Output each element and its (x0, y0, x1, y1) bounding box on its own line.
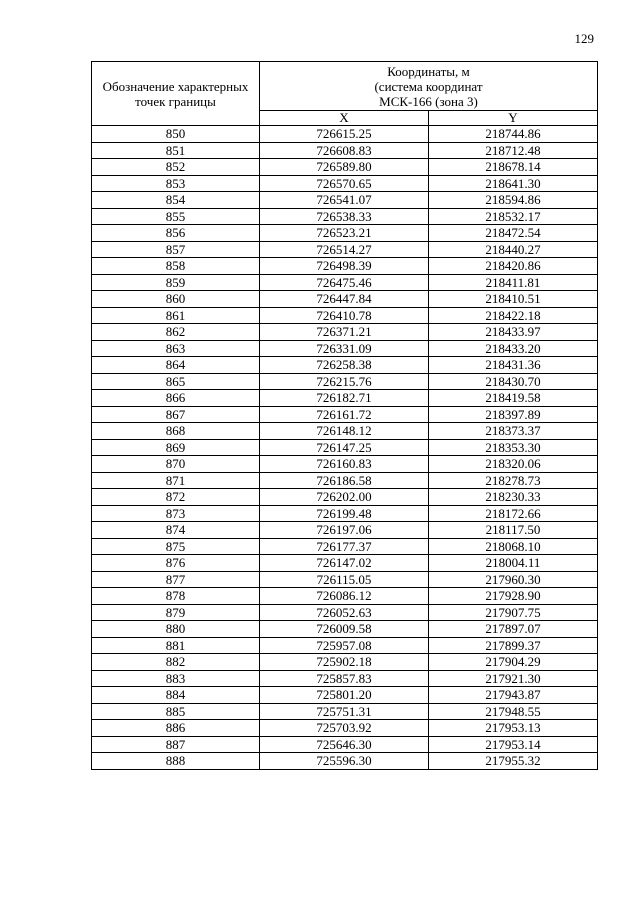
x-coordinate-cell: 725751.31 (260, 703, 429, 720)
table-row (92, 736, 598, 753)
table-row (92, 307, 598, 324)
coordinates-title: Координаты, м (387, 64, 470, 79)
table-row (92, 753, 598, 770)
table-row (92, 390, 598, 407)
table-row (92, 489, 598, 506)
x-coordinate-cell: 726447.84 (260, 291, 429, 308)
table-row (92, 324, 598, 341)
x-coordinate-cell: 726147.25 (260, 439, 429, 456)
table-row (92, 291, 598, 308)
y-coordinate-cell: 217953.14 (429, 736, 598, 753)
x-coordinate-cell: 726258.38 (260, 357, 429, 374)
y-coordinate-cell: 217904.29 (429, 654, 598, 671)
point-id-cell: 850 (92, 126, 260, 143)
y-coordinate-cell: 217928.90 (429, 588, 598, 605)
y-coordinate-cell: 218678.14 (429, 159, 598, 176)
point-id-cell: 872 (92, 489, 260, 506)
point-id-cell: 858 (92, 258, 260, 275)
table-row (92, 654, 598, 671)
table-row (92, 670, 598, 687)
x-coordinate-cell: 726115.05 (260, 571, 429, 588)
x-coordinate-cell: 726498.39 (260, 258, 429, 275)
x-coordinate-cell: 726052.63 (260, 604, 429, 621)
y-coordinate-cell: 217953.13 (429, 720, 598, 737)
table-row (92, 571, 598, 588)
point-id-cell: 851 (92, 142, 260, 159)
point-id-cell: 888 (92, 753, 260, 770)
y-coordinate-cell: 218712.48 (429, 142, 598, 159)
point-id-cell: 864 (92, 357, 260, 374)
y-coordinate-cell: 217899.37 (429, 637, 598, 654)
y-coordinate-cell: 218440.27 (429, 241, 598, 258)
coordinates-header (260, 62, 598, 111)
x-coordinate-cell: 726371.21 (260, 324, 429, 341)
point-id-cell: 857 (92, 241, 260, 258)
x-coordinate-cell: 725703.92 (260, 720, 429, 737)
y-coordinate-cell: 218433.20 (429, 340, 598, 357)
x-coordinate-cell: 726514.27 (260, 241, 429, 258)
y-coordinate-cell: 218744.86 (429, 126, 598, 143)
point-id-cell: 886 (92, 720, 260, 737)
y-coordinate-cell: 218230.33 (429, 489, 598, 506)
table-row (92, 555, 598, 572)
coordinates-system: (система координат (374, 79, 483, 94)
table-row (92, 274, 598, 291)
y-coordinate-cell: 218004.11 (429, 555, 598, 572)
point-id-cell: 874 (92, 522, 260, 539)
table-row (92, 126, 598, 143)
point-id-cell: 861 (92, 307, 260, 324)
point-id-cell: 862 (92, 324, 260, 341)
table-row (92, 258, 598, 275)
y-coordinate-cell: 218172.66 (429, 505, 598, 522)
x-coordinate-cell: 726523.21 (260, 225, 429, 242)
table-row (92, 340, 598, 357)
y-coordinate-cell: 218410.51 (429, 291, 598, 308)
point-id-cell: 865 (92, 373, 260, 390)
y-coordinate-cell: 218472.54 (429, 225, 598, 242)
x-coordinate-cell: 725957.08 (260, 637, 429, 654)
x-coordinate-cell: 726177.37 (260, 538, 429, 555)
point-id-cell: 887 (92, 736, 260, 753)
point-id-cell: 863 (92, 340, 260, 357)
point-id-cell: 866 (92, 390, 260, 407)
y-coordinate-cell: 217907.75 (429, 604, 598, 621)
y-coordinate-cell: 218419.58 (429, 390, 598, 407)
x-coordinate-cell: 725801.20 (260, 687, 429, 704)
x-coordinate-cell: 726202.00 (260, 489, 429, 506)
x-coordinate-cell: 726608.83 (260, 142, 429, 159)
y-coordinate-cell: 218594.86 (429, 192, 598, 209)
y-coordinate-cell: 217897.07 (429, 621, 598, 638)
x-coordinate-cell: 726215.76 (260, 373, 429, 390)
y-coordinate-cell: 218422.18 (429, 307, 598, 324)
point-id-cell: 885 (92, 703, 260, 720)
point-id-cell: 871 (92, 472, 260, 489)
point-id-cell: 875 (92, 538, 260, 555)
x-coordinate-cell: 726161.72 (260, 406, 429, 423)
x-coordinate-cell: 726148.12 (260, 423, 429, 440)
x-coordinate-cell: 726086.12 (260, 588, 429, 605)
table-row (92, 225, 598, 242)
x-column-header: X (260, 111, 429, 126)
point-id-cell: 882 (92, 654, 260, 671)
point-id-cell: 883 (92, 670, 260, 687)
x-coordinate-cell: 726160.83 (260, 456, 429, 473)
x-coordinate-cell: 726410.78 (260, 307, 429, 324)
y-coordinate-cell: 218353.30 (429, 439, 598, 456)
x-coordinate-cell: 726541.07 (260, 192, 429, 209)
y-coordinate-cell: 218411.81 (429, 274, 598, 291)
table-row (92, 588, 598, 605)
point-id-cell: 856 (92, 225, 260, 242)
table-row (92, 439, 598, 456)
point-id-cell: 853 (92, 175, 260, 192)
x-coordinate-cell: 725646.30 (260, 736, 429, 753)
y-coordinate-cell: 218068.10 (429, 538, 598, 555)
table-row (92, 538, 598, 555)
table-row (92, 208, 598, 225)
x-coordinate-cell: 726199.48 (260, 505, 429, 522)
y-coordinate-cell: 217921.30 (429, 670, 598, 687)
y-coordinate-cell: 218373.37 (429, 423, 598, 440)
y-coordinate-cell: 218433.97 (429, 324, 598, 341)
table-row (92, 505, 598, 522)
table-body (92, 126, 598, 770)
x-coordinate-cell: 726538.33 (260, 208, 429, 225)
table-row (92, 192, 598, 209)
point-id-cell: 873 (92, 505, 260, 522)
point-id-cell: 881 (92, 637, 260, 654)
table-row (92, 720, 598, 737)
coordinates-zone: МСК-166 (зона 3) (379, 94, 478, 109)
table-row (92, 687, 598, 704)
y-coordinate-cell: 218641.30 (429, 175, 598, 192)
table-row (92, 357, 598, 374)
x-coordinate-cell: 726615.25 (260, 126, 429, 143)
table-row (92, 241, 598, 258)
table-row (92, 604, 598, 621)
point-id-cell: 877 (92, 571, 260, 588)
point-id-cell: 869 (92, 439, 260, 456)
point-designation-header: Обозначение характерных точек границы (92, 62, 260, 126)
y-coordinate-cell: 218430.70 (429, 373, 598, 390)
y-coordinate-cell: 217955.32 (429, 753, 598, 770)
point-id-cell: 880 (92, 621, 260, 638)
y-coordinate-cell: 217948.55 (429, 703, 598, 720)
x-coordinate-cell: 726186.58 (260, 472, 429, 489)
x-coordinate-cell: 726331.09 (260, 340, 429, 357)
x-coordinate-cell: 725596.30 (260, 753, 429, 770)
point-id-cell: 859 (92, 274, 260, 291)
table-row (92, 373, 598, 390)
table-row (92, 159, 598, 176)
table-row (92, 522, 598, 539)
x-coordinate-cell: 726589.80 (260, 159, 429, 176)
y-coordinate-cell: 217943.87 (429, 687, 598, 704)
y-coordinate-cell: 218278.73 (429, 472, 598, 489)
point-id-cell: 854 (92, 192, 260, 209)
point-id-cell: 860 (92, 291, 260, 308)
x-coordinate-cell: 725857.83 (260, 670, 429, 687)
y-coordinate-cell: 218320.06 (429, 456, 598, 473)
point-id-cell: 884 (92, 687, 260, 704)
point-id-cell: 870 (92, 456, 260, 473)
point-id-cell: 878 (92, 588, 260, 605)
point-id-cell: 879 (92, 604, 260, 621)
table-row (92, 142, 598, 159)
y-coordinate-cell: 218532.17 (429, 208, 598, 225)
x-coordinate-cell: 725902.18 (260, 654, 429, 671)
x-coordinate-cell: 726147.02 (260, 555, 429, 572)
point-id-cell: 867 (92, 406, 260, 423)
table-row (92, 472, 598, 489)
y-coordinate-cell: 218431.36 (429, 357, 598, 374)
table-row (92, 175, 598, 192)
x-coordinate-cell: 726197.06 (260, 522, 429, 539)
point-id-cell: 876 (92, 555, 260, 572)
y-coordinate-cell: 217960.30 (429, 571, 598, 588)
table-row (92, 621, 598, 638)
y-column-header: Y (429, 111, 598, 126)
table-row (92, 456, 598, 473)
table-row (92, 423, 598, 440)
point-id-cell: 868 (92, 423, 260, 440)
table-header (92, 62, 598, 126)
page-number: 129 (574, 31, 594, 46)
point-id-cell: 852 (92, 159, 260, 176)
x-coordinate-cell: 726475.46 (260, 274, 429, 291)
table-row (92, 406, 598, 423)
y-coordinate-cell: 218397.89 (429, 406, 598, 423)
x-coordinate-cell: 726182.71 (260, 390, 429, 407)
y-coordinate-cell: 218117.50 (429, 522, 598, 539)
header-row-main (92, 62, 598, 111)
table-row (92, 703, 598, 720)
coordinates-table (91, 61, 598, 770)
x-coordinate-cell: 726009.58 (260, 621, 429, 638)
point-id-cell: 855 (92, 208, 260, 225)
table-row (92, 637, 598, 654)
y-coordinate-cell: 218420.86 (429, 258, 598, 275)
x-coordinate-cell: 726570.65 (260, 175, 429, 192)
